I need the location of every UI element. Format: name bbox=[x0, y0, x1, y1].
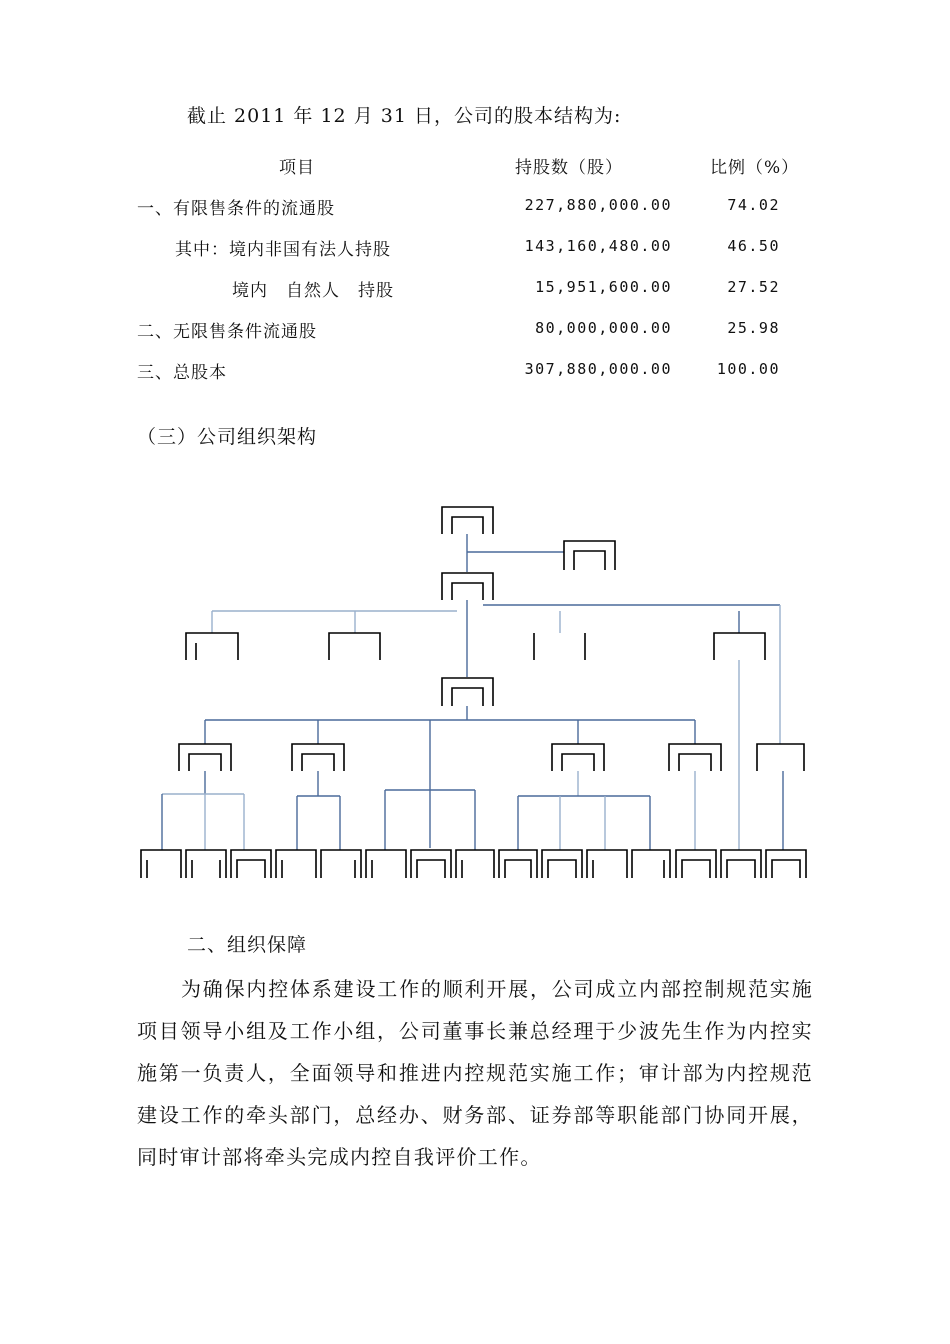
row-label: 三、总股本 bbox=[137, 363, 227, 383]
row-ratio: 46.50 bbox=[727, 237, 780, 255]
org-box-level2-a bbox=[186, 633, 238, 660]
row-label: 二、无限售条件流通股 bbox=[137, 322, 317, 342]
org-box-center bbox=[442, 678, 493, 706]
row-ratio: 25.98 bbox=[727, 319, 780, 337]
org-chart bbox=[0, 490, 950, 890]
row-ratio: 74.02 bbox=[727, 196, 780, 214]
table-row bbox=[0, 235, 950, 265]
org-box-top bbox=[442, 507, 493, 534]
heading-org-guarantee: 二、组织保障 bbox=[187, 934, 308, 956]
row-label: 一、有限售条件的流通股 bbox=[137, 199, 335, 219]
org-box-bottom-row bbox=[141, 850, 806, 878]
org-box-level2-d bbox=[714, 633, 765, 660]
org-box-side bbox=[564, 541, 615, 570]
row-shares: 143,160,480.00 bbox=[524, 237, 672, 255]
row-shares: 307,880,000.00 bbox=[524, 360, 672, 378]
row-label: 其中：境内非国有法人持股 bbox=[175, 240, 391, 260]
table-row bbox=[0, 358, 950, 388]
table-header-ratio: 比例（%） bbox=[710, 158, 800, 178]
row-ratio: 100.00 bbox=[716, 360, 780, 378]
org-box-level1 bbox=[442, 573, 493, 600]
org-box-level2-c bbox=[534, 633, 585, 660]
org-box-level3-d bbox=[669, 744, 721, 771]
row-ratio: 27.52 bbox=[727, 278, 780, 296]
row-shares: 80,000,000.00 bbox=[535, 319, 672, 337]
org-box-level3-a bbox=[179, 744, 231, 771]
table-header-shares: 持股数（股） bbox=[515, 158, 623, 178]
section-title-org-structure: （三）公司组织架构 bbox=[137, 426, 318, 448]
row-shares: 227,880,000.00 bbox=[524, 196, 672, 214]
table-row bbox=[0, 317, 950, 347]
org-box-level3-c bbox=[552, 744, 604, 771]
org-guarantee-paragraph: 为确保内控体系建设工作的顺利开展，公司成立内部控制规范实施项目领导小组及工作小组，公司董事长兼总经理于少波先生作为内控实施第一负责人，全面领导和推进内控规范实施工作；审计部为内控规范建设工作的牵头部门，总经办、财务部、证券部等职能部门协同开展，同时审计部将牵头完成内控自我评价工作。 bbox=[137, 977, 813, 1169]
share-structure-intro: 截止 2011 年 12 月 31 日，公司的股本结构为: bbox=[187, 105, 622, 127]
table-header-item: 项目 bbox=[279, 158, 315, 178]
org-box-level3-b bbox=[292, 744, 344, 771]
row-label: 境内 自然人 持股 bbox=[232, 281, 394, 301]
row-shares: 15,951,600.00 bbox=[535, 278, 672, 296]
org-box-level2-b bbox=[329, 633, 380, 660]
org-box-level3-e bbox=[757, 744, 804, 771]
table-row bbox=[0, 276, 950, 306]
table-row bbox=[0, 194, 950, 224]
